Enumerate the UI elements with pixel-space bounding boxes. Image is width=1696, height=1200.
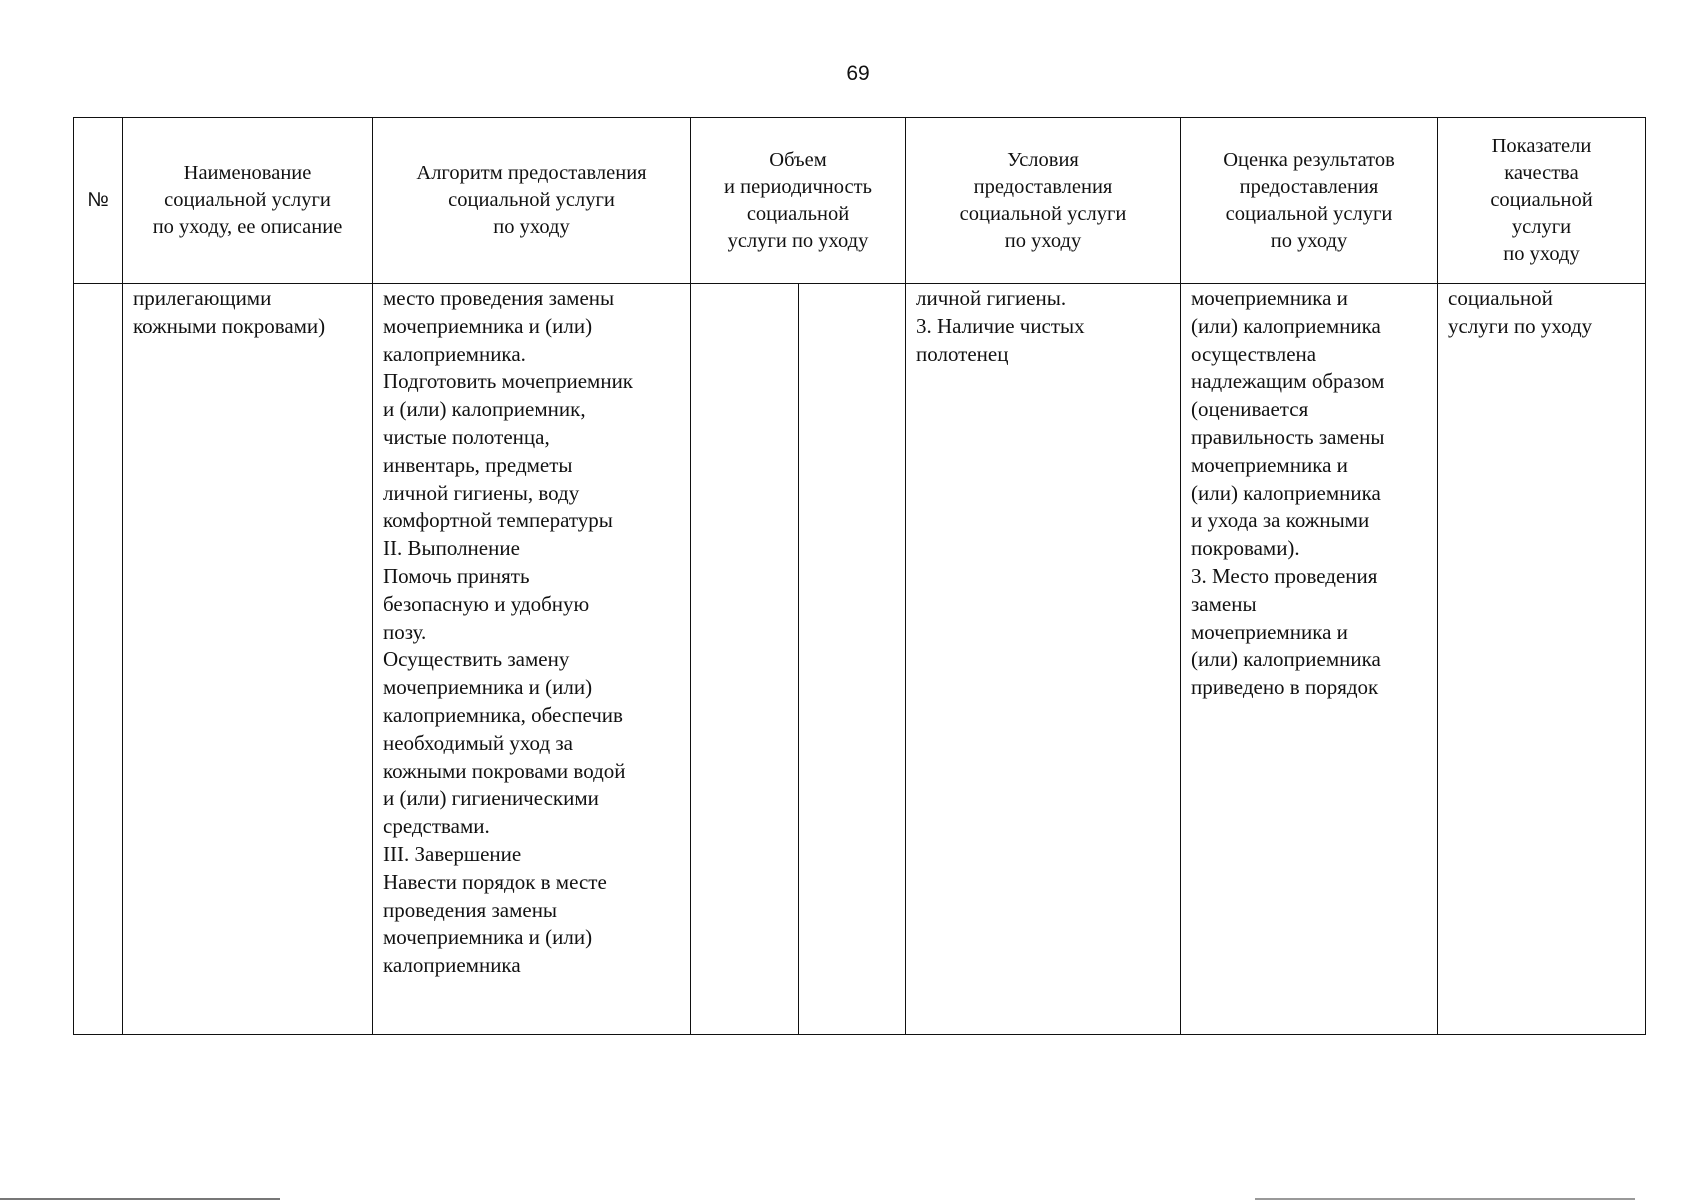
text-line: 3. Место проведения (1191, 563, 1378, 588)
text-line: личной гигиены, воду (383, 480, 580, 505)
text-line: средствами. (383, 814, 490, 839)
text-line: покровами). (1191, 536, 1300, 561)
service-table (73, 117, 1646, 1035)
text-line: по уходу (1270, 229, 1348, 252)
text-line: калоприемника. (383, 341, 526, 366)
text-line: надлежащим образом (1191, 369, 1385, 394)
text-line: услуги по уходу (1448, 313, 1593, 338)
text-line: Показатели (1491, 135, 1592, 157)
text-line: правильность замены (1191, 424, 1385, 449)
text-line: проведения замены (383, 897, 558, 922)
text-line: мочеприемника и (или) (383, 925, 593, 950)
text-line: калоприемника (383, 953, 521, 978)
text-line: Алгоритм предоставления (416, 162, 647, 184)
text-line: кожными покровами) (133, 313, 326, 338)
text-line: социальной услуги (959, 202, 1127, 225)
text-line: III. Завершение (383, 841, 522, 866)
cell-conditions (906, 284, 1181, 1035)
table-row (74, 284, 1646, 1035)
header-num-text: № (87, 189, 109, 211)
header-volume (691, 118, 906, 284)
cell-quality (1438, 284, 1646, 1035)
text-line: (или) калоприемника (1191, 313, 1381, 338)
text-line: полотенец (916, 341, 1009, 366)
text-line: социальной услуги (164, 189, 331, 211)
text-line: социальной (746, 202, 850, 225)
text-line: качества (1504, 162, 1579, 184)
header-num (74, 118, 123, 284)
text-line: позу. (383, 619, 427, 644)
text-line: Наименование (183, 162, 312, 184)
text-line: Оценка результатов (1223, 148, 1395, 171)
text-line: социальной услуги (1225, 202, 1393, 225)
text-line: социальной (1490, 189, 1593, 211)
text-line: мочеприемника и (1191, 452, 1348, 477)
text-line: 3. Наличие чистых (916, 313, 1085, 338)
text-line: социальной услуги (448, 189, 615, 211)
cell-num (74, 284, 123, 1035)
text-line: мочеприемника и (или) (383, 675, 593, 700)
header-row (74, 118, 1646, 284)
text-line: Объем (769, 148, 827, 171)
text-line: предоставления (1239, 175, 1379, 198)
text-line: необходимый уход за (383, 730, 573, 755)
text-line: приведено в порядок (1191, 675, 1379, 700)
text-line: (или) калоприемника (1191, 647, 1381, 672)
header-quality (1438, 118, 1646, 284)
text-line: и (или) калоприемник, (383, 397, 586, 422)
text-line: и ухода за кожными (1191, 508, 1370, 533)
text-line: предоставления (973, 175, 1113, 198)
text-line: по уходу (493, 216, 570, 238)
cell-volume (691, 284, 906, 1035)
text-line: осуществлена (1191, 341, 1317, 366)
text-line: мочеприемника и (или) (383, 313, 593, 338)
text-line: услуги (1511, 216, 1572, 238)
text-line: Осуществить замену (383, 647, 570, 672)
header-conditions (906, 118, 1181, 284)
text-line: социальной (1448, 286, 1553, 310)
cell-volume-right (799, 284, 906, 1034)
text-line: калоприемника, обеспечив (383, 702, 623, 727)
text-line: мочеприемника и (1191, 619, 1348, 644)
text-line: чистые полотенца, (383, 424, 550, 449)
header-name (123, 118, 373, 284)
text-line: Условия (1007, 148, 1079, 171)
cell-volume-left (691, 284, 799, 1034)
text-line: кожными покровами водой (383, 758, 626, 783)
text-line: по уходу (1503, 243, 1580, 265)
text-line: безопасную и удобную (383, 591, 590, 616)
cell-name (123, 284, 373, 1035)
text-line: прилегающими (133, 286, 272, 310)
text-line: мочеприемника и (1191, 286, 1348, 310)
page-number: 69 (846, 62, 870, 85)
text-line: и (или) гигиеническими (383, 786, 599, 811)
text-line: инвентарь, предметы (383, 452, 573, 477)
text-line: услуги по уходу (727, 229, 869, 252)
text-line: Навести порядок в месте (383, 869, 607, 894)
text-line: (или) калоприемника (1191, 480, 1381, 505)
text-line: место проведения замены (383, 286, 615, 310)
cell-evaluation (1181, 284, 1438, 1035)
text-line: II. Выполнение (383, 536, 520, 561)
text-line: и периодичность (724, 175, 872, 198)
cell-algorithm (373, 284, 691, 1035)
text-line: по уходу, ее описание (152, 216, 343, 238)
text-line: комфортной температуры (383, 508, 613, 533)
header-evaluation (1181, 118, 1438, 284)
text-line: замены (1191, 591, 1257, 616)
text-line: (оценивается (1191, 397, 1309, 422)
header-algorithm (373, 118, 691, 284)
text-line: Подготовить мочеприемник (383, 369, 634, 394)
text-line: личной гигиены. (916, 286, 1067, 310)
text-line: Помочь принять (383, 563, 530, 588)
text-line: по уходу (1004, 229, 1082, 252)
